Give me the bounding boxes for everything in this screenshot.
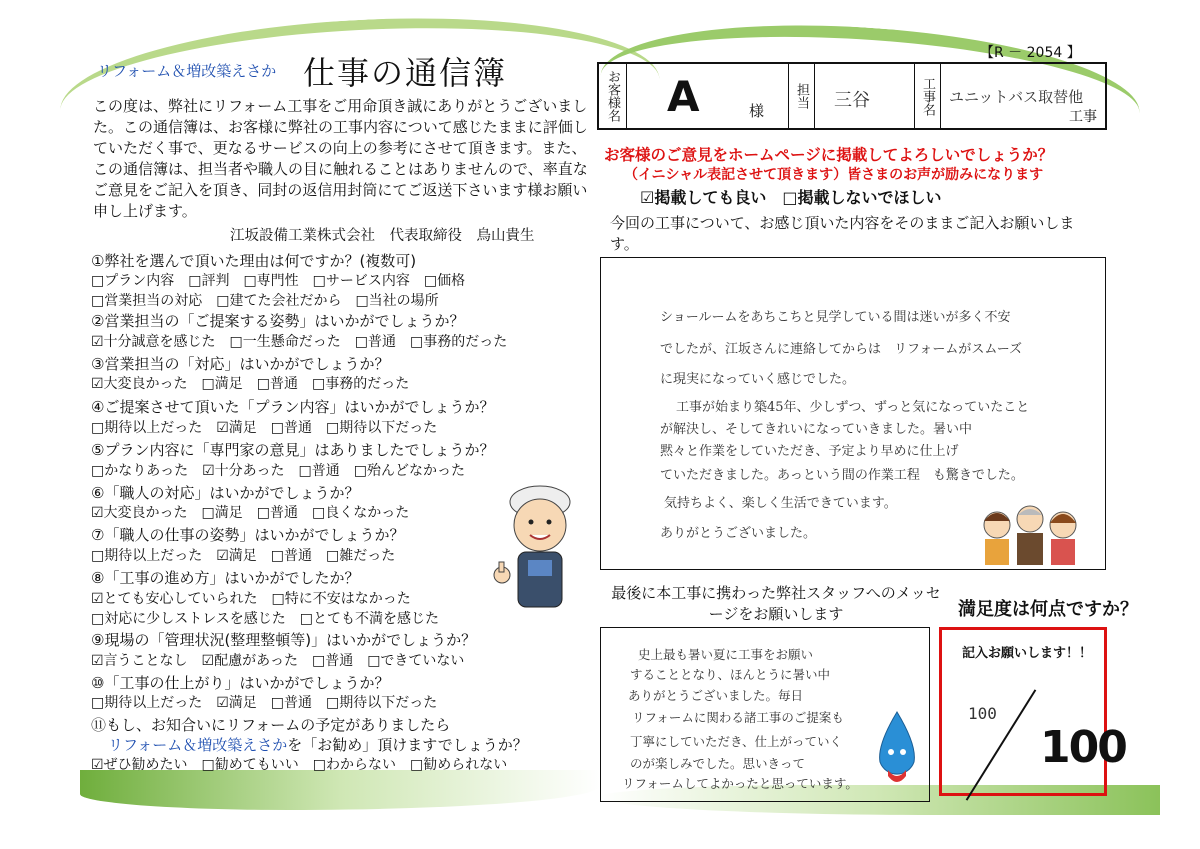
question-9: ⑨現場の「管理状況(整理整頓等)」はいかがでしょうか？ [91, 631, 477, 649]
question-4: ④ご提案させて頂いた「プラン内容」はいかがでしょうか？ [91, 398, 495, 416]
label-staff: 担当 [789, 64, 815, 128]
question-6: ⑥「職人の対応」はいかがでしょうか？ [91, 484, 360, 502]
satisfaction-prompt: 記入お願いします！！ [962, 646, 1093, 661]
consent-question: お客様のご意見をホームページに掲載してよろしいでしょうか？ [604, 146, 1054, 164]
question-1-options-row1[interactable]: □プラン内容 □評判 □専門性 □サービス内容 □価格 [91, 273, 466, 289]
question-7-options[interactable]: □期待以上だった ☑満足 □普通 □雑だった [91, 548, 396, 564]
staff-message-line: 史上最も暑い夏に工事をお願い [638, 647, 814, 662]
koji-label: 工事 [1069, 109, 1097, 125]
question-1-options-row2[interactable]: □営業担当の対応 □建てた会社だから □当社の場所 [91, 293, 439, 309]
question-6-options[interactable]: ☑大変良かった □満足 □普通 □良くなかった [91, 505, 410, 521]
question-5: ⑤プラン内容に「専門家の意見」はありましたでしょうか？ [91, 441, 495, 459]
question-11-text: を「お勧め」頂けますでしょうか？ [287, 736, 528, 754]
staff-message-line: 丁寧にしていただき、仕上がっていく [630, 734, 843, 749]
question-7: ⑦「職人の仕事の姿勢」はいかがでしょうか？ [91, 526, 405, 544]
satisfaction-question: 満足度は何点ですか？ [958, 599, 1138, 620]
question-3-options[interactable]: ☑大変良かった □満足 □普通 □事務的だった [91, 376, 410, 392]
reference-number: 【R － 2054 】 [980, 45, 1081, 61]
question-10-options[interactable]: □期待以上だった ☑満足 □普通 □期待以下だった [91, 695, 438, 711]
question-9-options[interactable]: ☑言うことなし ☑配慮があった □普通 □できていない [91, 653, 465, 669]
comment-line: が解決し、そしてきれいになっていきました。暑い中 [660, 422, 973, 437]
satisfaction-handwritten: 100 [968, 704, 997, 723]
work-name: ユニットバス取替他 [949, 88, 1084, 106]
question-10: ⑩「工事の仕上がり」はいかがでしょうか？ [91, 674, 390, 692]
staff-message-line: リフォームに関わる諸工事のご提案も [632, 710, 844, 725]
family-illustration [975, 495, 1085, 565]
question-11-line2 [108, 734, 528, 755]
label-customer-name: お客様名 [599, 64, 627, 128]
comment-line: ありがとうございました。 [660, 526, 817, 541]
craftsman-illustration [488, 480, 588, 610]
question-3: ③営業担当の「対応」はいかがでしょうか？ [91, 355, 390, 373]
question-2: ②営業担当の「ご提案する姿勢」はいかがでしょうか？ [91, 312, 465, 330]
question-8-options-row1[interactable]: ☑とても安心していられた □特に不安はなかった [91, 591, 411, 607]
satisfaction-score: 100 [1040, 722, 1126, 773]
comment-line: でしたが、江坂さんに連絡してからは リフォームがスムーズ [660, 342, 1023, 357]
comment-line: 黙々と作業をしていただき、予定より早めに仕上げ [660, 444, 959, 459]
staff-message-line: ありがとうございました。毎日 [628, 688, 804, 703]
comment-line: ていただきました。あっという間の作業工程 も驚きでした。 [660, 468, 1024, 483]
mascot-illustration [872, 710, 922, 790]
question-8: ⑧「工事の進め方」はいかがでしたか？ [91, 569, 360, 587]
question-8-options-row2[interactable]: □対応に少しストレスを感じた □とても不満を感じた [91, 611, 440, 627]
question-11-brand: リフォーム＆増改築えさか [108, 736, 288, 754]
consent-options[interactable]: ☑掲載しても良い □掲載しないでほしい [640, 188, 942, 207]
question-5-options[interactable]: □かなりあった ☑十分あった □普通 □殆んどなかった [91, 463, 465, 479]
intro-text: この度は、弊社にリフォーム工事をご用命頂き誠にありがとうございました。この通信簿は、お客様に弊社の工事内容について感じたままに評価していただく事で、更なるサービスの向上の参考にさせて頂きます。また、この通信簿は、担当者や職人の目に触れることはありませんので、率直なご意見をご記入を頂き、同封の返信用封筒にてご返送下さいます様お願い申し上げます。 [93, 97, 588, 220]
comment-line: 気持ちよく、楽しく生活できています。 [664, 496, 897, 511]
comment-line: に現実になっていく感じでした。 [660, 372, 856, 387]
staff-message-question: 最後に本工事に携わった弊社スタッフへのメッセージをお願いします [611, 584, 941, 623]
comment-line: 工事が始まり築45年、少しずつ、ずっと気になっていたこと [676, 400, 1030, 415]
question-4-options[interactable]: □期待以上だった ☑満足 □普通 □期待以下だった [91, 420, 438, 436]
question-11: ⑪もし、お知合いにリフォームの予定がありましたら [91, 716, 451, 734]
page-title: 仕事の通信簿 [303, 54, 508, 92]
staff-message-line: のが楽しみでした。思いきって [630, 756, 806, 771]
staff-cell [815, 64, 915, 128]
customer-name: A [667, 72, 700, 121]
consent-subtitle: （イニシャル表記させて頂きます）皆さまのお声が励みになります [624, 167, 1044, 183]
label-work-name: 工事名 [915, 64, 941, 128]
comment-question: 今回の工事について、お感じ頂いた内容をそのままご記入お願いします。 [610, 214, 1075, 253]
comment-line: ショールームをあちこちと見学している間は迷いが多く不安 [660, 310, 1011, 325]
question-2-options[interactable]: ☑十分誠意を感じた □一生懸命だった □普通 □事務的だった [91, 334, 508, 350]
signer: 江坂設備工業株式会社 代表取締役 鳥山貴生 [230, 228, 535, 244]
sama-label: 様 [749, 102, 765, 120]
decorative-swoosh-bottom-left [80, 770, 600, 810]
question-11-options[interactable]: ☑ぜひ勧めたい □勧めてもいい □わからない □勧められない [91, 757, 508, 773]
question-1: ①弊社を選んで頂いた理由は何ですか？(複数可) [91, 252, 417, 270]
brand-name: リフォーム＆増改築えさか [97, 62, 277, 80]
staff-name: 三谷 [834, 90, 870, 111]
staff-message-line: リフォームしてよかったと思っています。 [622, 776, 858, 791]
staff-message-line: することとなり、ほんとうに暑い中 [630, 667, 831, 682]
